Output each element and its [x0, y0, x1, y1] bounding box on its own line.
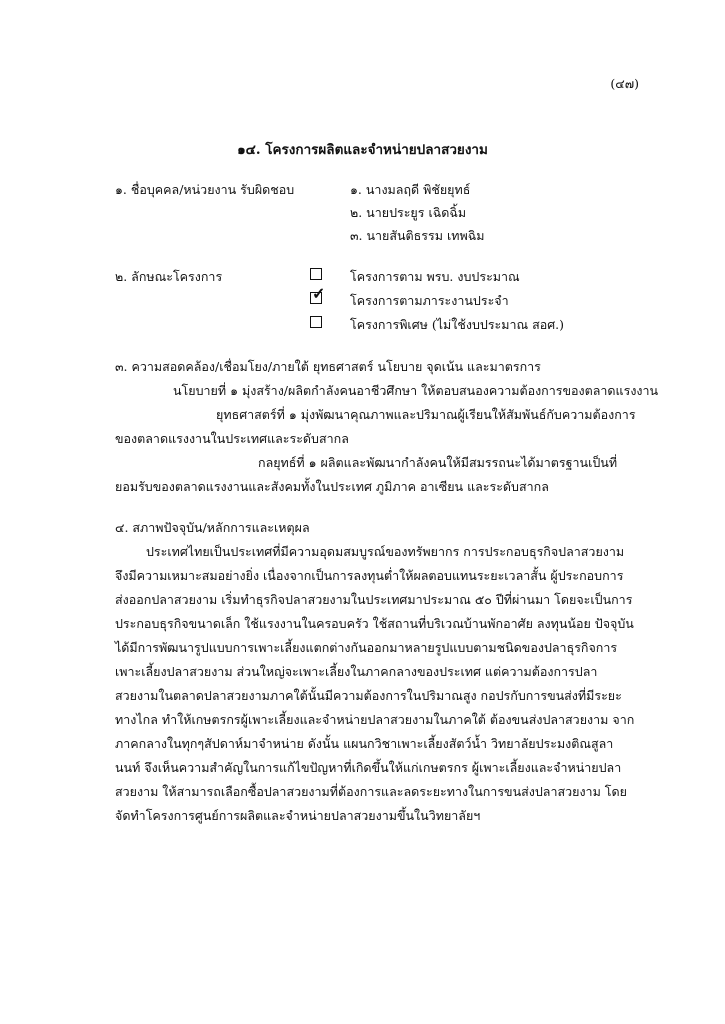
checkbox-budget-act[interactable]	[310, 268, 322, 280]
page-number: (๔๗)	[610, 76, 639, 91]
responsible-person-3: ๓. นายสันติธรรม เทพฉิม	[350, 228, 485, 243]
rationale-line: สวยงามในตลาดปลาสวยงามภาคใต้นั้นมีความต้องการในปริมาณสูง กอปรกับการขนส่งที่มีระยะ	[115, 688, 622, 703]
option-special-project: โครงการพิเศษ (ไม่ใช้งบประมาณ สอศ.)	[350, 317, 564, 332]
strategy-line-continued: ของตลาดแรงงานในประเทศและระดับสากล	[115, 431, 349, 446]
strategy-line: ยุทธศาสตร์ที่ ๑ มุ่งพัฒนาคุณภาพและปริมาณผู้เรียนให้สัมพันธ์กับความต้องการ	[216, 407, 636, 422]
section-4-label: ๔. สภาพปัจจุบัน/หลักการและเหตุผล	[115, 520, 310, 535]
rationale-line: เพาะเลี้ยงปลาสวยงาม ส่วนใหญ่จะเพาะเลี้ยงในภาคกลางของประเทศ แต่ความต้องการปลา	[115, 664, 598, 679]
rationale-line: ทางไกล ทำให้เกษตรกรผู้เพาะเลี้ยงและจำหน่ายปลาสวยงามในภาคใต้ ต้องขนส่งปลาสวยงาม จาก	[115, 712, 635, 727]
checkbox-special-project[interactable]	[310, 316, 322, 328]
rationale-line: ภาคกลางในทุกๆสัปดาห์มาจำหน่าย ดังนั้น แผนกวิชาเพาะเลี้ยงสัตว์น้ำ วิทยาลัยประมงติณสูลา	[115, 736, 614, 751]
rationale-line: ส่งออกปลาสวยงาม เริ่มทำธุรกิจปลาสวยงามในประเทศมาประมาณ ๕๐ ปีที่ผ่านมา โดยจะเป็นการ	[115, 592, 633, 607]
check-icon: ✓	[312, 284, 326, 303]
tactic-line: กลยุทธ์ที่ ๑ ผลิตและพัฒนากำลังคนให้มีสมรรถนะได้มาตรฐานเป็นที่	[258, 455, 618, 470]
responsible-person-2: ๒. นายประยูร เฉิดฉิ้ม	[350, 205, 467, 220]
rationale-line: จึงมีความเหมาะสมอย่างยิ่ง เนื่องจากเป็นการลงทุนต่ำให้ผลตอบแทนระยะเวลาสั้น ผู้ประกอบการ	[115, 568, 624, 583]
rationale-line: สวยงาม ให้สามารถเลือกซื้อปลาสวยงามที่ต้องการและลดระยะทางในการขนส่งปลาสวยงาม โดย	[115, 784, 627, 799]
option-routine-work: โครงการตามภาระงานประจำ	[350, 293, 509, 308]
checkbox-routine-work[interactable]	[310, 284, 326, 304]
rationale-line: ประกอบธุรกิจขนาดเล็ก ใช้แรงงานในครอบครัว ใช้สถานที่บริเวณบ้านพักอาศัย ลงทุนน้อย ปัจจุบัน	[115, 616, 634, 631]
section-2-label: ๒. ลักษณะโครงการ	[115, 269, 223, 284]
option-budget-act: โครงการตาม พรบ. งบประมาณ	[350, 269, 520, 284]
document-title: ๑๔. โครงการผลิตและจำหน่ายปลาสวยงาม	[237, 142, 488, 158]
rationale-line: จัดทำโครงการศูนย์การผลิตและจำหน่ายปลาสวยงามขึ้นในวิทยาลัยฯ	[115, 808, 481, 823]
section-3-label: ๓. ความสอดคล้อง/เชื่อมโยง/ภายใต้ ยุทธศาสตร์ นโยบาย จุดเน้น และมาตรการ	[115, 359, 541, 374]
policy-line: นโยบายที่ ๑ มุ่งสร้าง/ผลิตกำลังคนอาชีวศึกษา ให้ตอบสนองความต้องการของตลาดแรงงาน	[173, 383, 659, 398]
section-1-label: ๑. ชื่อบุคคล/หน่วยงาน รับผิดชอบ	[115, 182, 295, 197]
responsible-person-1: ๑. นางมลฤดี พิชัยยุทธ์	[350, 182, 471, 197]
tactic-line-continued: ยอมรับของตลาดแรงงานและสังคมทั้งในประเทศ ภูมิภาค อาเซียน และระดับสากล	[115, 479, 549, 494]
rationale-line: ประเทศไทยเป็นประเทศที่มีความอุดมสมบูรณ์ของทรัพยากร การประกอบธุรกิจปลาสวยงาม	[146, 544, 625, 559]
rationale-line: ได้มีการพัฒนารูปแบบการเพาะเลี้ยงแตกต่างกันออกมาหลายรูปแบบตามชนิดของปลาธุรกิจการ	[115, 640, 618, 655]
rationale-line: นนท์ จึงเห็นความสำคัญในการแก้ไขปัญหาที่เกิดขึ้นให้แก่เกษตรกร ผู้เพาะเลี้ยงและจำหน่ายปลา	[115, 760, 622, 775]
